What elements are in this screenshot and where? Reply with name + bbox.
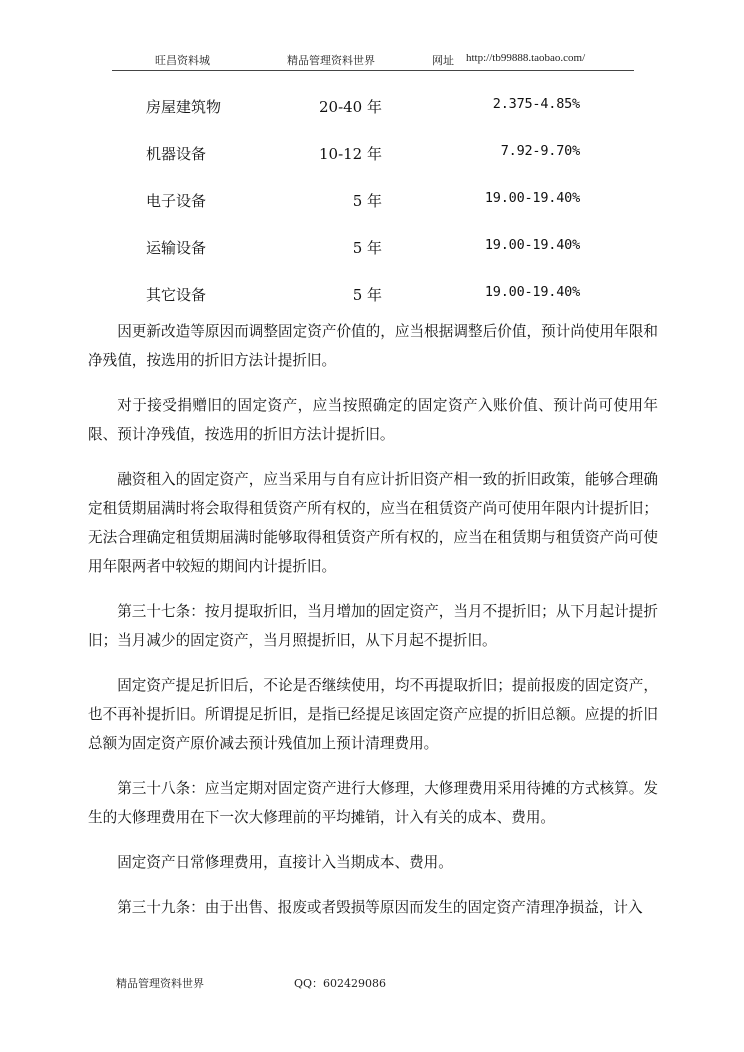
header-url: http://tb99888.taobao.com/	[466, 52, 586, 64]
useful-life: 10-12 年	[318, 145, 382, 163]
footer-qq: QQ：602429086	[294, 977, 387, 990]
document-body	[88, 317, 658, 938]
page-footer	[116, 975, 636, 991]
paragraph: 第三十九条：由于出售、报废或者毁损等原因而发生的固定资产清理净损益，计入	[117, 899, 643, 916]
asset-category: 其它设备	[146, 286, 207, 304]
useful-life: 5 年	[352, 286, 382, 304]
paragraph: 因更新改造等原因而调整固定资产价值的，应当根据调整后价值，预计尚使用年限和净残值，按选用的折旧方法计提折旧。	[88, 323, 658, 369]
asset-category: 电子设备	[146, 192, 207, 210]
useful-life: 5 年	[352, 239, 382, 257]
paragraph: 对于接受捐赠旧的固定资产，应当按照确定的固定资产入账价值、预计尚可使用年限、预计净残值，按选用的折旧方法计提折旧。	[88, 397, 658, 443]
rate-row	[0, 284, 744, 308]
footer-site-name: 精品管理资料世界	[116, 977, 204, 990]
page-header	[112, 52, 634, 71]
asset-category: 房屋建筑物	[146, 98, 222, 116]
useful-life: 5 年	[352, 192, 382, 210]
rate-row	[0, 237, 744, 261]
asset-category: 机器设备	[146, 145, 207, 163]
asset-category: 运输设备	[146, 239, 207, 257]
depreciation-rate: 19.00-19.40%	[484, 190, 580, 206]
header-site-name: 精品管理资料世界	[287, 54, 375, 67]
paragraph: 固定资产提足折旧后，不论是否继续使用，均不再提取折旧；提前报废的固定资产，也不再补提折旧。所谓提足折旧，是指已经提足该固定资产应提的折旧总额。应提的折旧总额为固定资产原价减去预计残值加上预计清理费用。	[88, 677, 658, 752]
paragraph: 第三十七条：按月提取折旧，当月增加的固定资产，当月不提折旧；从下月起计提折旧；当月减少的固定资产，当月照提折旧，从下月起不提折旧。	[88, 603, 658, 649]
useful-life: 20-40 年	[318, 98, 382, 116]
depreciation-rate: 19.00-19.40%	[484, 237, 580, 253]
rate-row	[0, 96, 744, 120]
depreciation-rate: 19.00-19.40%	[484, 284, 580, 300]
depreciation-rate: 2.375-4.85%	[492, 96, 580, 112]
rate-row	[0, 143, 744, 167]
paragraph: 融资租入的固定资产，应当采用与自有应计折旧资产相一致的折旧政策，能够合理确定租赁期届满时将会取得租赁资产所有权的，应当在租赁资产尚可使用年限内计提折旧；无法合理确定租赁期届满时能够取得租赁资产所有权的，应当在租赁期与租赁资产尚可使用年限两者中较短的期间内计提折旧。	[88, 471, 658, 575]
paragraph: 固定资产日常修理费用，直接计入当期成本、费用。	[117, 854, 453, 871]
header-url-label: 网址	[432, 54, 454, 67]
rate-row	[0, 190, 744, 214]
header-shop-name: 旺昌资料城	[155, 54, 210, 67]
paragraph: 第三十八条：应当定期对固定资产进行大修理，大修理费用采用待摊的方式核算。发生的大修理费用在下一次大修理前的平均摊销，计入有关的成本、费用。	[88, 780, 658, 826]
depreciation-rate: 7.92-9.70%	[500, 143, 580, 159]
